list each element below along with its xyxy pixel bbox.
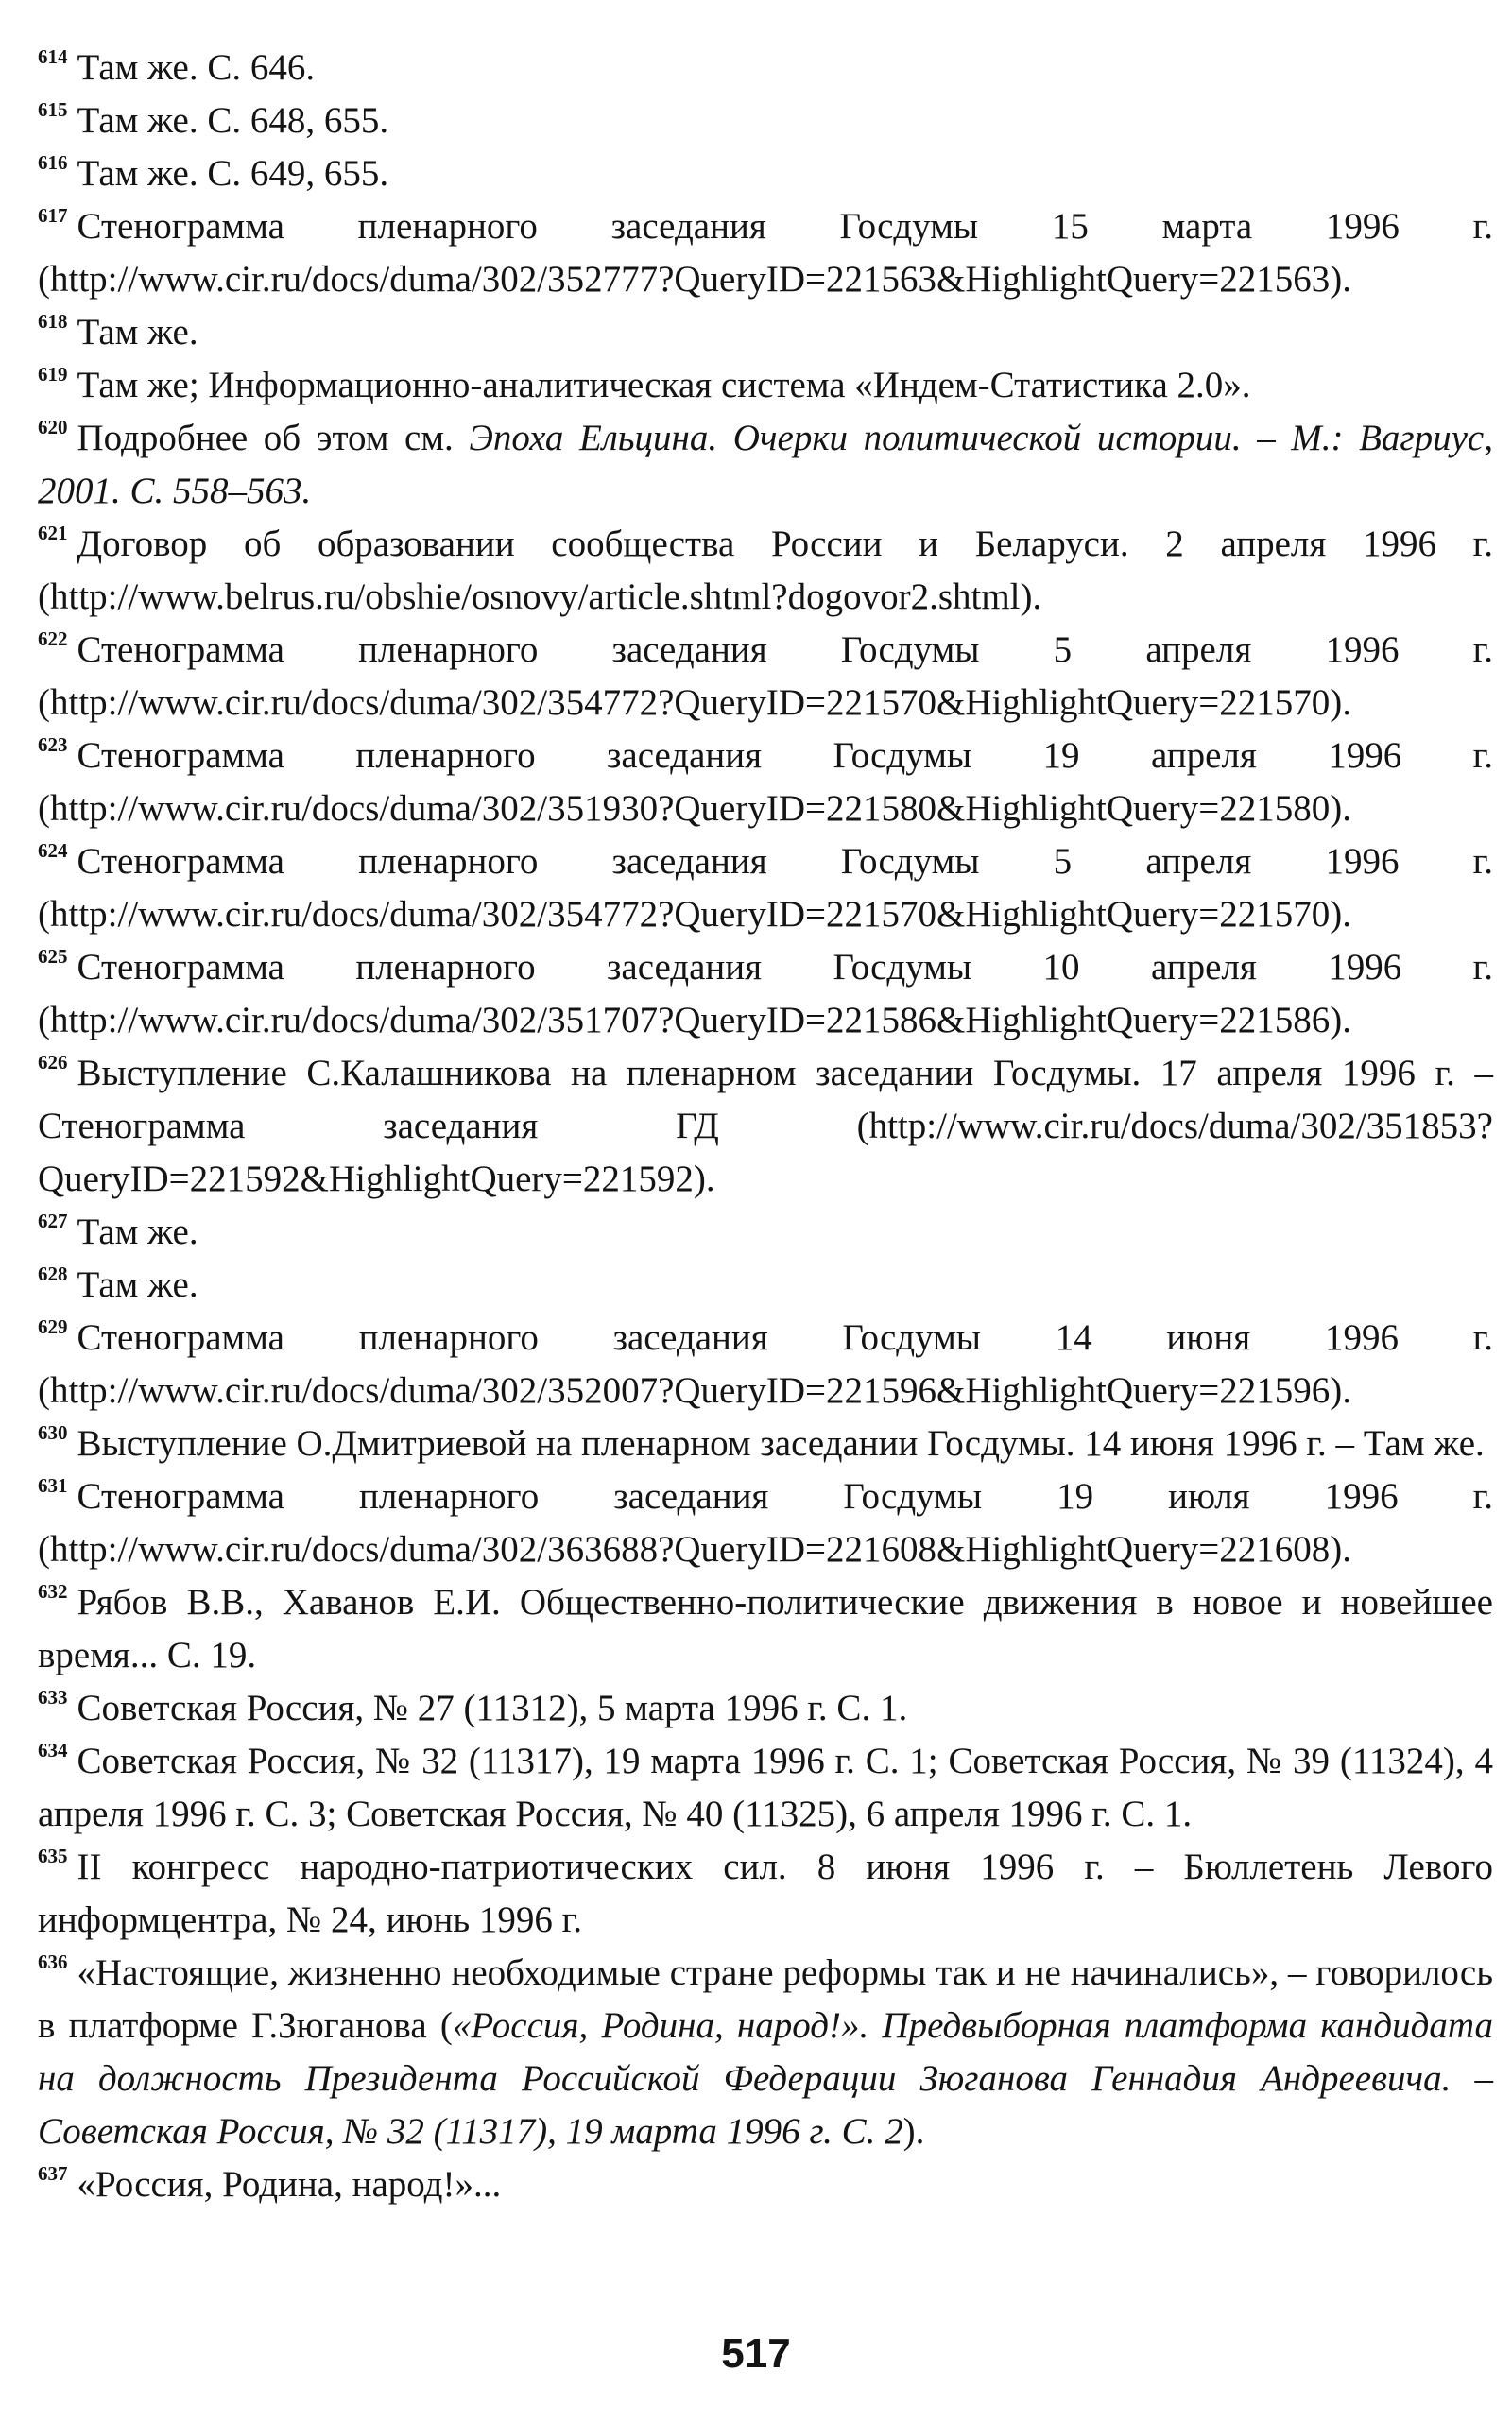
footnote-number: 637 xyxy=(38,2162,68,2185)
footnote xyxy=(38,1418,1493,1470)
footnote xyxy=(38,95,1493,147)
footnote-text: «Россия, Родина, народ!»... xyxy=(77,2164,502,2205)
footnote-text: Стенограмма пленарного заседания Госдумы 5 апреля 1996 г. (http://www.cir.ru/docs/duma/302/354772?QueryID=221570&HighlightQuery=221570). xyxy=(38,841,1493,935)
footnote-number: 628 xyxy=(38,1263,68,1285)
footnote xyxy=(38,42,1493,95)
footnote-text: Стенограмма пленарного заседания Госдумы 14 июня 1996 г. (http://www.cir.ru/docs/duma/302/352007?QueryID=221596&HighlightQuery=221596). xyxy=(38,1317,1493,1411)
footnote-number: 635 xyxy=(38,1845,68,1867)
footnote-text: Стенограмма пленарного заседания Госдумы 19 июля 1996 г. (http://www.cir.ru/docs/duma/302/363688?QueryID=221608&HighlightQuery=221608). xyxy=(38,1476,1493,1570)
footnote-text: Стенограмма пленарного заседания Госдумы 10 апреля 1996 г. (http://www.cir.ru/docs/duma/302/351707?QueryID=221586&HighlightQuery=221586). xyxy=(38,947,1493,1040)
footnote-text: Выступление С.Калашникова на пленарном заседании Госдумы. 17 апреля 1996 г. – Стенограмма заседания ГД (http://www.cir.ru/docs/duma/302/351853?QueryID=221592&HighlightQuery=221592). xyxy=(38,1053,1493,1199)
footnote-number: 626 xyxy=(38,1051,68,1074)
footnote-number: 630 xyxy=(38,1421,68,1444)
footnote-number: 629 xyxy=(38,1315,68,1338)
footnote xyxy=(38,730,1493,835)
footnote-number: 617 xyxy=(38,204,68,227)
footnote-text: Стенограмма пленарного заседания Госдумы 5 апреля 1996 г. (http://www.cir.ru/docs/duma/302/354772?QueryID=221570&HighlightQuery=221570). xyxy=(38,629,1493,723)
footnote xyxy=(38,941,1493,1047)
footnote xyxy=(38,1682,1493,1735)
footnote-text: Стенограмма пленарного заседания Госдумы 19 апреля 1996 г. (http://www.cir.ru/docs/duma/302/351930?QueryID=221580&HighlightQuery=221580). xyxy=(38,735,1493,829)
footnote xyxy=(38,518,1493,624)
footnote-number: 627 xyxy=(38,1210,68,1232)
footnote-text: «Настоящие, жизненно необходимые стране реформы так и не начинались», – говорилось в платформе Г.Зюганова ( xyxy=(38,1952,1493,2046)
footnote-text: Советская Россия, № 27 (11312), 5 марта 1996 г. С. 1. xyxy=(77,1688,908,1728)
footnote xyxy=(38,1259,1493,1312)
footnote-number: 623 xyxy=(38,733,68,756)
footnote-number: 619 xyxy=(38,363,68,386)
footnotes-list xyxy=(38,42,1493,2211)
footnote-text: Стенограмма пленарного заседания Госдумы 15 марта 1996 г. (http://www.cir.ru/docs/duma/302/352777?QueryID=221563&HighlightQuery=221563). xyxy=(38,206,1493,300)
footnote-text: Советская Россия, № 32 (11317), 19 марта 1996 г. С. 1; Советская Россия, № 39 (11324), 4 апреля 1996 г. С. 3; Советская Россия, № 40 (11325), 6 апреля 1996 г. С. 1. xyxy=(38,1741,1493,1834)
footnote xyxy=(38,1312,1493,1418)
footnote-number: 620 xyxy=(38,416,68,438)
footnote xyxy=(38,1735,1493,1841)
footnote-text: II конгресс народно-патриотических сил. 8 июня 1996 г. – Бюллетень Левого информцентра, № 24, июнь 1996 г. xyxy=(38,1847,1493,1940)
footnote-text: Там же. С. 646. xyxy=(77,47,316,88)
footnote-number: 636 xyxy=(38,1950,68,1973)
footnote xyxy=(38,412,1493,518)
footnote xyxy=(38,359,1493,412)
footnote xyxy=(38,1206,1493,1259)
footnote xyxy=(38,1947,1493,2158)
footnote-number: 616 xyxy=(38,151,68,174)
footnote-number: 614 xyxy=(38,45,68,68)
footnote-number: 615 xyxy=(38,98,68,121)
footnote-number: 632 xyxy=(38,1580,68,1603)
footnote xyxy=(38,147,1493,200)
footnote-tail: ). xyxy=(902,2111,925,2152)
footnote xyxy=(38,1841,1493,1947)
footnote-number: 631 xyxy=(38,1474,68,1497)
footnote-number: 621 xyxy=(38,522,68,544)
footnote-text: Договор об образовании сообщества России и Беларуси. 2 апреля 1996 г. (http://www.belrus.ru/obshie/osnovy/article.shtml?dogovor2.shtml). xyxy=(38,524,1493,617)
footnote xyxy=(38,1470,1493,1576)
footnote-text: Рябов В.В., Хаванов Е.И. Общественно-политические движения в новое и новейшее время... С. 19. xyxy=(38,1582,1493,1675)
footnote-italic-source: Эпоха Ельцина. Очерки политической истории. – М.: Вагриус, 2001. С. 558–563. xyxy=(38,418,1493,511)
footnote-italic-source: «Россия, Родина, народ!». Предвыборная платформа кандидата на должность Президента Российской Федерации Зюганова Геннадия Андреевича. – Советская Россия, № 32 (11317), 19 марта 1996 г. С. 2 xyxy=(38,2005,1493,2152)
footnote-text: Подробнее об этом см. xyxy=(77,418,470,458)
page-number: 517 xyxy=(721,2330,791,2377)
footnote xyxy=(38,306,1493,359)
footnote xyxy=(38,1047,1493,1206)
footnote xyxy=(38,835,1493,941)
footnote xyxy=(38,2158,1493,2211)
footnote-text: Выступление О.Дмитриевой на пленарном заседании Госдумы. 14 июня 1996 г. – Там же. xyxy=(77,1423,1485,1464)
footnote-number: 634 xyxy=(38,1739,68,1761)
footnote xyxy=(38,1576,1493,1682)
footnote-text: Там же; Информационно-аналитическая система «Индем-Статистика 2.0». xyxy=(77,365,1251,405)
footnote-text: Там же. С. 648, 655. xyxy=(77,100,389,141)
footnote xyxy=(38,200,1493,306)
footnote-text: Там же. xyxy=(77,312,198,352)
footnote-number: 633 xyxy=(38,1686,68,1709)
footnote-text: Там же. xyxy=(77,1264,198,1305)
footnote-number: 622 xyxy=(38,627,68,650)
footnote xyxy=(38,624,1493,730)
footnote-text: Там же. С. 649, 655. xyxy=(77,153,389,194)
footnote-number: 625 xyxy=(38,945,68,968)
footnote-number: 618 xyxy=(38,310,68,333)
footnote-text: Там же. xyxy=(77,1212,198,1252)
footnote-number: 624 xyxy=(38,839,68,862)
